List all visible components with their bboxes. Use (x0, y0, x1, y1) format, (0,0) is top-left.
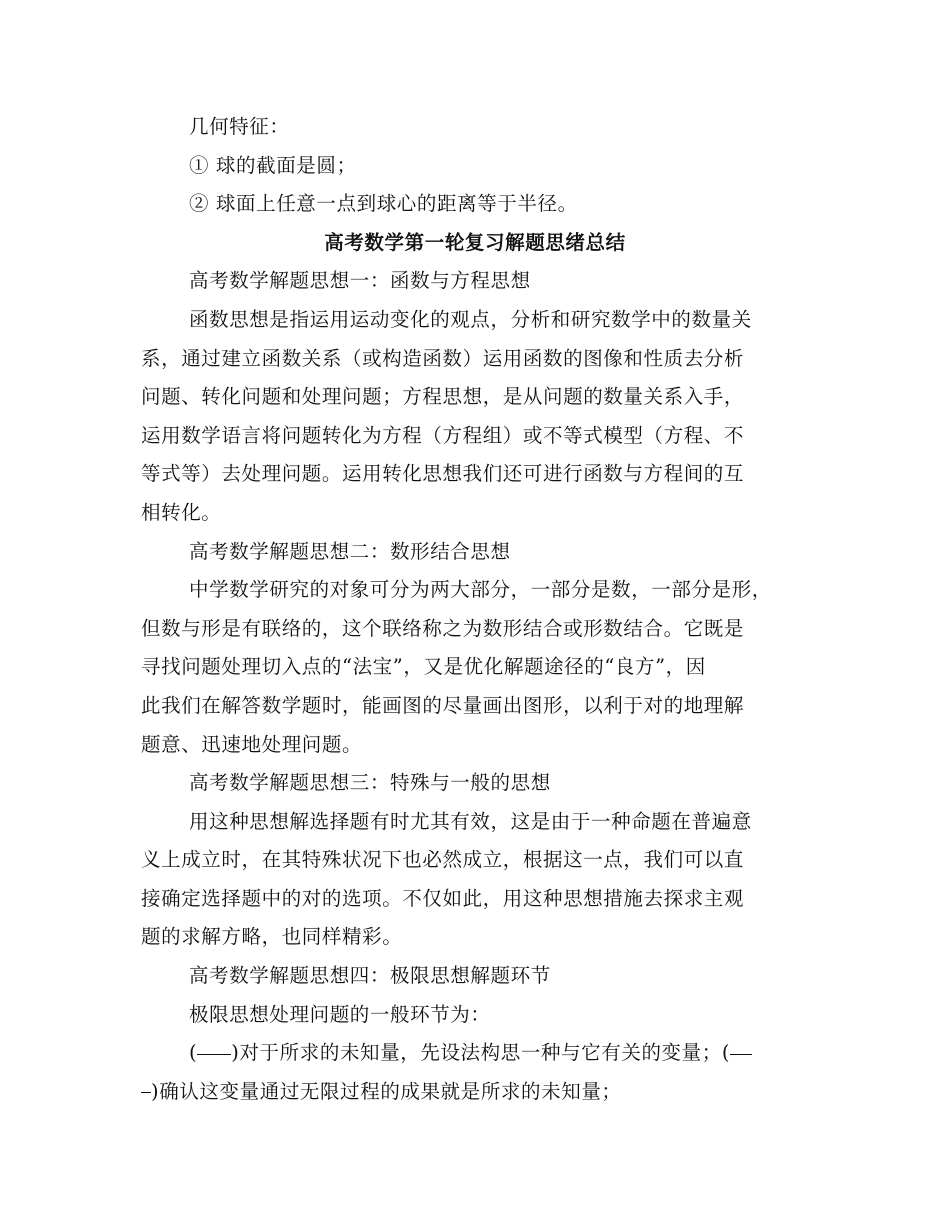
text-line: 义上成立时，在其特殊状况下也必然成立，根据这一点，我们可以直 (141, 848, 745, 872)
document-title: 高考数学第一轮复习解题思绪总结 (324, 230, 626, 254)
text-line: 极限思想处理问题的一般环节为： (189, 1002, 491, 1026)
text-line: 相转化。 (141, 500, 222, 524)
text-line: 接确定选择题中的对的选项。不仅如此，用这种思想措施去探求主观 (141, 886, 745, 910)
step-text: 确认这变量通过无限过程的成果就是所求的未知量； (159, 1079, 622, 1103)
step-line-1 (141, 1034, 809, 1073)
document-body (141, 108, 809, 1111)
section-heading-idea-1: 高考数学解题思想一：函数与方程思想 (189, 269, 531, 293)
text-line: 运用数学语言将问题转化为方程（方程组）或不等式模型（方程、不 (141, 423, 745, 447)
text-line: 题的求解方略，也同样精彩。 (141, 925, 403, 949)
fill-blank (197, 1053, 231, 1055)
section-heading-idea-2: 高考数学解题思想二：数形结合思想 (189, 539, 511, 563)
step-text: 对于所求的未知量，先设法构思一种与它有关的变量；( (239, 1041, 731, 1065)
text-line: 此我们在解答数学题时，能画图的尽量画出图形，以利于对的地理解 (141, 693, 745, 717)
paragraph-geometric-features-heading: 几何特征： (189, 115, 290, 138)
paren-close: ) (151, 1079, 160, 1103)
text-line: 但数与形是有联络的，这个联络称之为数形结合或形数结合。它既是 (141, 616, 745, 640)
text-line: 寻找问题处理切入点的“法宝”，又是优化解题途径的“良方”，因 (141, 655, 706, 679)
text-line: 问题、转化问题和处理问题；方程思想，是从问题的数量关系入手， (141, 385, 745, 409)
paren-open: ( (189, 1041, 198, 1065)
text-line: 用这种思想解选择题有时尤其有效，这是由于一种命题在普遍意 (189, 809, 752, 833)
paragraph-feature-2: ② 球面上任意一点到球心的距离等于半径。 (189, 192, 578, 216)
text-line: 系，通过建立函数关系（或构造函数）运用函数的图像和性质去分析 (141, 346, 745, 370)
paragraph-feature-1: ① 球的截面是圆； (189, 153, 357, 177)
text-line: 中学数学研究的对象可分为两大部分，一部分是数，一部分是形， (189, 578, 772, 602)
step-line-2 (141, 1073, 809, 1112)
section-heading-idea-3: 高考数学解题思想三：特殊与一般的思想 (189, 771, 551, 795)
section-heading-idea-4: 高考数学解题思想四：极限思想解题环节 (189, 964, 551, 988)
text-line: 函数思想是指运用运动变化的观点，分析和研究数学中的数量关 (189, 307, 752, 331)
fill-blank (141, 1091, 151, 1093)
text-line: 等式等）去处理问题。运用转化思想我们还可进行函数与方程间的互 (141, 462, 745, 486)
text-line: 题意、迅速地处理问题。 (141, 732, 363, 756)
fill-blank (730, 1053, 752, 1055)
paren-close: ) (231, 1041, 240, 1065)
